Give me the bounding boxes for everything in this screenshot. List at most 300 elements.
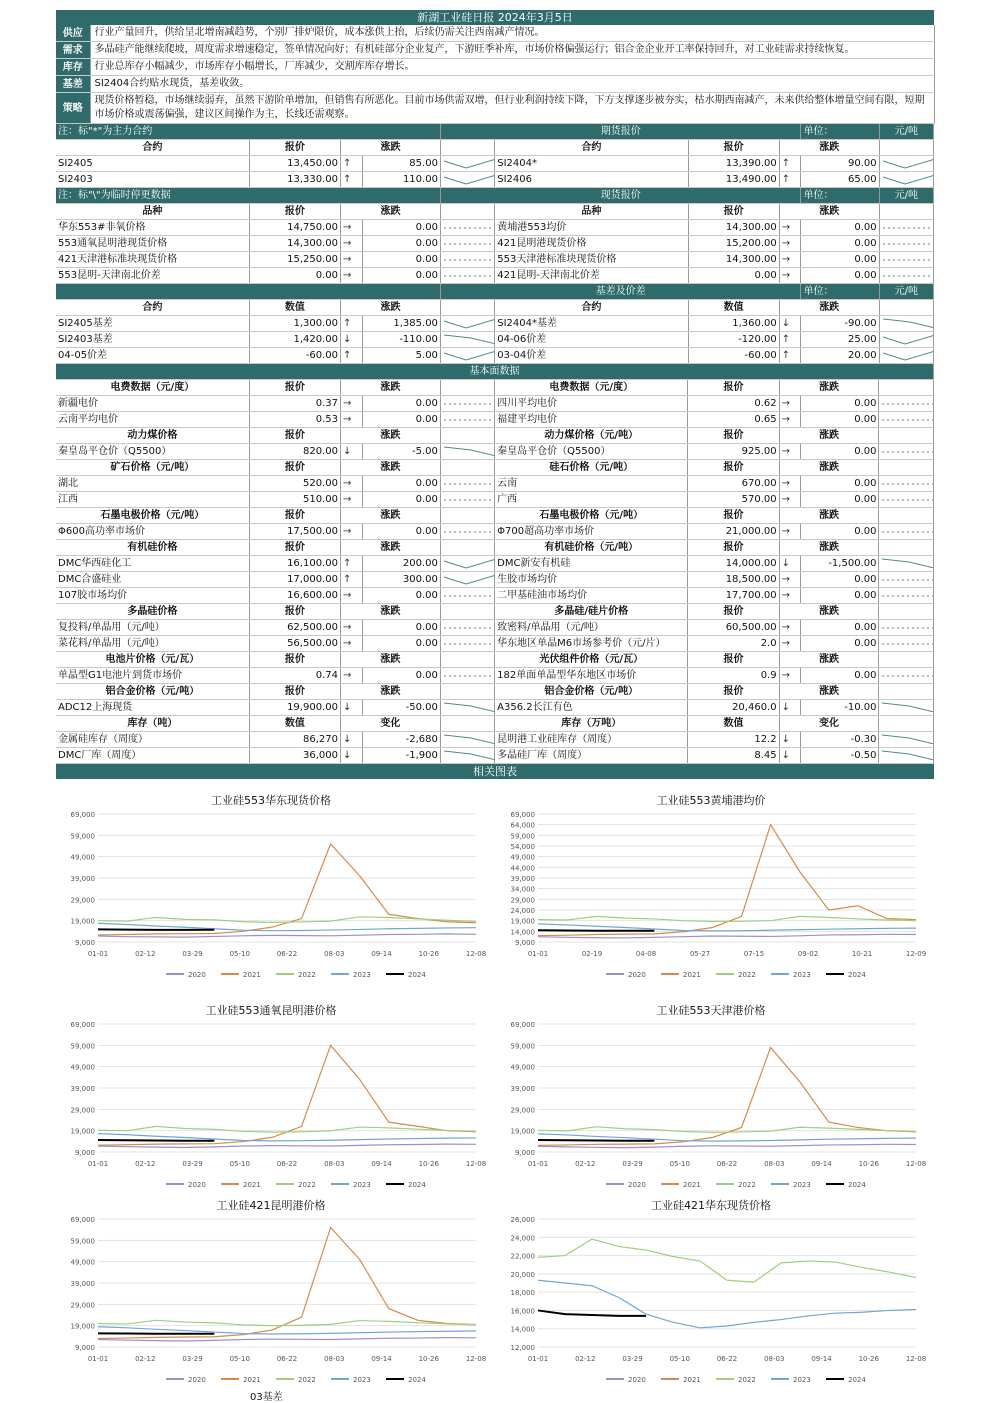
y-tick-label: 19,000 (510, 917, 535, 926)
item-change: -90.00 (801, 316, 879, 332)
x-tick-label: 02-12 (135, 950, 156, 958)
item-name: DMC华西硅化工 (56, 556, 249, 572)
legend-label: 2020 (628, 971, 646, 979)
trend-arrow-icon: ↑ (341, 156, 363, 172)
item-change: 25.00 (801, 332, 879, 348)
y-tick-label: 29,000 (510, 896, 535, 905)
item-value: 60,500.00 (688, 620, 779, 636)
item-change: 0.00 (362, 476, 440, 492)
y-tick-label: 26,000 (510, 1216, 535, 1224)
column-header: 报价 (688, 204, 779, 220)
x-tick-label: 07-15 (743, 950, 765, 958)
sparkline (440, 732, 494, 748)
sparkline (879, 668, 934, 684)
item-value: 16,600.00 (249, 588, 340, 604)
section-note: 注：标"\"为临时停更数据 (56, 188, 440, 204)
trend-arrow-icon: ↑ (340, 572, 362, 588)
y-tick-label: 19,000 (70, 917, 95, 926)
x-tick-label: 01-01 (87, 950, 109, 958)
header-spacer (879, 380, 934, 396)
quote-row (56, 572, 934, 588)
column-header: 铝合金价格（元/吨） (56, 684, 249, 700)
y-tick-label: 29,000 (510, 1106, 535, 1115)
item-change: 0.00 (801, 492, 879, 508)
sparkline-chart (879, 732, 933, 747)
item-name: 四川平均电价 (495, 396, 688, 412)
column-header: 硅石价格（元/吨） (495, 460, 688, 476)
trend-arrow-icon: → (779, 524, 801, 540)
column-header: 报价 (688, 604, 779, 620)
column-header: 报价 (249, 684, 340, 700)
column-header: 石墨电极价格（元/吨） (495, 508, 688, 524)
column-header: 涨跌 (779, 204, 879, 220)
sparkline-chart (441, 220, 495, 235)
item-name: SI2406 (495, 172, 688, 188)
trend-arrow-icon: → (340, 636, 362, 652)
item-change: 200.00 (362, 556, 440, 572)
sparkline-chart (441, 396, 495, 411)
trend-arrow-icon: → (779, 252, 801, 268)
series-line-2024 (98, 1140, 214, 1141)
trend-arrow-icon: ↓ (779, 732, 801, 748)
header-spacer (440, 508, 494, 524)
sparkline-chart (441, 268, 495, 283)
column-header: 合约 (495, 300, 688, 316)
sparkline-chart (880, 220, 934, 235)
legend-label: 2023 (353, 971, 371, 979)
item-name: 03-04价差 (495, 348, 688, 364)
item-value: 8.45 (688, 748, 779, 764)
column-header: 涨跌 (340, 540, 440, 556)
sparkline-chart (441, 476, 495, 491)
sparkline (879, 396, 934, 412)
item-name: SI2403基差 (56, 332, 249, 348)
sparkline (879, 620, 934, 636)
trend-arrow-icon: → (340, 524, 362, 540)
item-name: 秦皇岛平仓价（Q5500） (56, 444, 249, 460)
sparkline (440, 588, 494, 604)
x-tick-label: 12-08 (905, 1160, 926, 1168)
column-header: 涨跌 (779, 540, 879, 556)
column-header: 报价 (688, 540, 779, 556)
item-change: -110.00 (362, 332, 440, 348)
series-line-2022 (538, 1239, 916, 1282)
charts-area (56, 792, 934, 1392)
trend-arrow-icon: ↓ (340, 444, 362, 460)
sparkline-chart (441, 412, 495, 427)
sparkline (879, 476, 934, 492)
item-value: 1,360.00 (688, 316, 779, 332)
legend-label: 2024 (848, 971, 866, 979)
header-row (56, 380, 934, 396)
x-tick-label: 05-10 (669, 1160, 690, 1168)
basis-table (56, 284, 934, 364)
y-tick-label: 54,000 (510, 843, 535, 851)
item-name: DMC新安有机硅 (495, 556, 688, 572)
section-header (56, 188, 934, 204)
x-tick-label: 10-26 (418, 1355, 439, 1363)
item-value: 20,460.0 (688, 700, 779, 716)
sparkline-chart (441, 524, 495, 539)
item-value: 86,270 (249, 732, 340, 748)
x-tick-label: 12-08 (905, 1355, 926, 1363)
item-name: 江西 (56, 492, 249, 508)
summary-label: 库存 (56, 59, 90, 76)
quote-row (56, 556, 934, 572)
trend-arrow-icon: ↑ (341, 172, 363, 188)
item-name: 华东553#非氧价格 (56, 220, 249, 236)
header-spacer (879, 428, 934, 444)
sparkline-chart (441, 620, 495, 635)
legend-label: 2024 (848, 1376, 866, 1384)
item-change: 300.00 (362, 572, 440, 588)
trend-arrow-icon: ↓ (340, 732, 362, 748)
item-value: 0.9 (688, 668, 779, 684)
column-header: 报价 (688, 460, 779, 476)
sparkline (879, 348, 933, 364)
sparkline-chart (441, 636, 495, 651)
sparkline (440, 332, 494, 348)
summary-text: SI2404合约贴水现货，基差收敛。 (90, 76, 934, 93)
footer-text: 03基差 (250, 1392, 283, 1403)
y-tick-label: 9,000 (74, 1149, 95, 1157)
x-tick-label: 03-29 (182, 1160, 203, 1168)
sparkline-chart (880, 252, 934, 267)
line-chart (496, 792, 926, 988)
chart-plot (56, 792, 486, 988)
column-header: 报价 (249, 460, 340, 476)
sparkline-chart (441, 588, 495, 603)
item-name: 复投料/单晶用（元/吨） (56, 620, 249, 636)
summary-row (56, 93, 934, 124)
item-change: 0.00 (801, 476, 879, 492)
y-tick-label: 59,000 (510, 832, 535, 841)
item-value: 13,450.00 (249, 156, 340, 172)
spot-table (56, 188, 934, 284)
x-tick-label: 01-01 (87, 1160, 109, 1168)
item-value: 14,300.00 (688, 252, 779, 268)
sparkline-chart (879, 476, 933, 491)
item-value: 0.00 (249, 268, 340, 284)
trend-arrow-icon: ↓ (340, 748, 362, 764)
column-header: 涨跌 (340, 460, 440, 476)
x-tick-label: 06-22 (716, 1160, 738, 1168)
report (56, 10, 934, 779)
sparkline (879, 236, 933, 252)
item-value: 820.00 (249, 444, 340, 460)
column-header: 报价 (688, 508, 779, 524)
trend-arrow-icon: → (779, 396, 801, 412)
x-tick-label: 12-08 (465, 1355, 486, 1363)
item-value: 56,500.00 (249, 636, 340, 652)
item-change: 0.00 (801, 668, 879, 684)
item-name: 单晶型G1电池片到货市场价 (56, 668, 249, 684)
item-name: 182单面单晶型华东地区市场价 (495, 668, 688, 684)
x-tick-label: 06-22 (276, 950, 298, 958)
sparkline-chart (880, 348, 934, 363)
column-header: 数值 (249, 716, 340, 732)
header-row (56, 652, 934, 668)
y-tick-label: 49,000 (70, 853, 95, 862)
y-tick-label: 29,000 (70, 1301, 95, 1310)
x-tick-label: 06-22 (276, 1355, 298, 1363)
sparkline-chart (441, 172, 495, 187)
header-row (56, 684, 934, 700)
legend-label: 2023 (793, 1181, 811, 1189)
y-tick-label: 14,000 (510, 928, 535, 937)
column-header: 电池片价格（元/瓦） (56, 652, 249, 668)
line-chart (56, 792, 486, 988)
item-name: 553天津港标准块现货价格 (495, 252, 688, 268)
x-tick-label: 09-14 (811, 1355, 832, 1363)
sparkline-chart (441, 700, 495, 715)
legend-label: 2020 (628, 1181, 646, 1189)
trend-arrow-icon: → (779, 588, 801, 604)
item-value: 19,900.00 (249, 700, 340, 716)
summary-row (56, 76, 934, 93)
item-change: 85.00 (362, 156, 440, 172)
item-change: 0.00 (801, 236, 879, 252)
item-value: 570.00 (688, 492, 779, 508)
item-name: DMC合盛硅业 (56, 572, 249, 588)
x-tick-label: 09-14 (811, 1160, 832, 1168)
header-spacer (440, 716, 494, 732)
item-name: 生胶市场均价 (495, 572, 688, 588)
column-header: 电费数据（元/度） (495, 380, 688, 396)
item-change: -1,500.00 (801, 556, 879, 572)
item-change: 0.00 (801, 268, 879, 284)
x-tick-label: 04-08 (635, 950, 657, 958)
item-name: 04-05价差 (56, 348, 249, 364)
sparkline-chart (441, 668, 495, 683)
item-name: 金属硅库存（周度） (56, 732, 249, 748)
line-chart (56, 1197, 486, 1393)
column-header: 库存（吨） (56, 716, 249, 732)
y-tick-label: 39,000 (70, 875, 95, 883)
sparkline-chart (879, 572, 933, 587)
y-tick-label: 44,000 (510, 864, 535, 873)
trend-arrow-icon: → (779, 492, 801, 508)
item-value: 0.37 (249, 396, 340, 412)
x-tick-label: 05-10 (669, 1355, 690, 1363)
column-header: 合约 (56, 300, 249, 316)
column-header: 报价 (688, 140, 779, 156)
sparkline (440, 220, 494, 236)
column-header: 品种 (495, 204, 688, 220)
item-change: 0.00 (362, 220, 440, 236)
legend-label: 2021 (243, 1376, 261, 1384)
item-name: 04-06价差 (495, 332, 688, 348)
quote-row (56, 620, 934, 636)
legend-label: 2022 (738, 1181, 756, 1189)
item-change: 0.00 (362, 636, 440, 652)
item-name: SI2405 (56, 156, 249, 172)
summary-text: 行业产量回升，供给呈北增南减趋势，个别厂排炉限价，成本涨供上抬，后续仍需关注西南减产情况。 (90, 25, 934, 42)
y-tick-label: 69,000 (510, 1021, 535, 1029)
item-value: 15,250.00 (249, 252, 340, 268)
sparkline-chart (879, 588, 933, 603)
sparkline-chart (879, 396, 933, 411)
trend-arrow-icon: ↓ (779, 556, 801, 572)
item-change: 0.00 (801, 444, 879, 460)
sparkline-chart (879, 556, 933, 571)
x-tick-label: 12-08 (465, 1160, 486, 1168)
column-header: 数值 (688, 716, 779, 732)
y-tick-label: 69,000 (70, 1021, 95, 1029)
sparkline (879, 412, 934, 428)
item-value: 17,700.00 (688, 588, 779, 604)
y-tick-label: 49,000 (510, 853, 535, 862)
item-change: 0.00 (801, 396, 879, 412)
quote-row (56, 492, 934, 508)
y-tick-label: 49,000 (70, 1258, 95, 1267)
quote-row (56, 476, 934, 492)
item-value: 0.74 (249, 668, 340, 684)
item-value: 13,490.00 (688, 172, 779, 188)
item-change: -10.00 (801, 700, 879, 716)
sparkline (879, 252, 933, 268)
column-header: 涨跌 (340, 684, 440, 700)
unit-label: 单位： (801, 188, 879, 204)
y-tick-label: 9,000 (514, 939, 535, 947)
y-tick-label: 18,000 (510, 1289, 535, 1298)
y-tick-label: 9,000 (514, 1149, 535, 1157)
sparkline-chart (879, 700, 933, 715)
sparkline-chart (880, 236, 934, 251)
x-tick-label: 12-09 (905, 950, 926, 958)
column-header: 涨跌 (779, 380, 879, 396)
item-name: SI2404* (495, 156, 688, 172)
legend-label: 2022 (298, 1376, 316, 1384)
header-row (56, 428, 934, 444)
item-value: 0.00 (688, 268, 779, 284)
column-header: 库存（万吨） (495, 716, 688, 732)
item-value: 62,500.00 (249, 620, 340, 636)
y-tick-label: 49,000 (510, 1063, 535, 1072)
y-tick-label: 39,000 (70, 1085, 95, 1093)
column-header: 报价 (249, 540, 340, 556)
x-tick-label: 05-27 (689, 950, 711, 958)
item-name: 421天津港标准块现货价格 (56, 252, 249, 268)
item-name: Φ600高功率市场价 (56, 524, 249, 540)
legend-label: 2024 (408, 1376, 426, 1384)
sparkline-chart (880, 316, 934, 331)
y-tick-label: 59,000 (70, 832, 95, 841)
quote-row (56, 396, 934, 412)
quote-row (56, 220, 934, 236)
line-chart (56, 1002, 486, 1198)
x-tick-label: 03-29 (182, 1355, 203, 1363)
column-header: 报价 (688, 428, 779, 444)
item-change: 90.00 (801, 156, 879, 172)
trend-arrow-icon: → (340, 396, 362, 412)
summary-label: 策略 (56, 93, 90, 124)
x-tick-label: 02-19 (581, 950, 603, 958)
section-note: 注：标"*"为主力合约 (56, 124, 440, 140)
sparkline (440, 572, 494, 588)
x-tick-label: 10-21 (851, 950, 873, 958)
item-value: 520.00 (249, 476, 340, 492)
header-spacer (440, 604, 494, 620)
legend-label: 2024 (408, 971, 426, 979)
sparkline (879, 748, 934, 764)
quote-row (56, 172, 934, 188)
sparkline (879, 556, 934, 572)
column-header: 涨跌 (779, 300, 879, 316)
legend-label: 2021 (683, 1376, 701, 1384)
trend-arrow-icon: ↑ (341, 348, 363, 364)
x-tick-label: 05-10 (229, 950, 250, 958)
quote-row (56, 732, 934, 748)
trend-arrow-icon: → (779, 572, 801, 588)
legend-label: 2022 (738, 971, 756, 979)
trend-arrow-icon: → (340, 668, 362, 684)
quote-row (56, 668, 934, 684)
item-name: SI2405基差 (56, 316, 249, 332)
column-header: 品种 (56, 204, 249, 220)
legend-label: 2021 (243, 971, 261, 979)
chart-title: 工业硅421华东现货价格 (651, 1199, 771, 1212)
header-spacer (879, 652, 934, 668)
item-value: -60.00 (249, 348, 340, 364)
column-header: 涨跌 (779, 508, 879, 524)
sparkline (440, 476, 494, 492)
trend-arrow-icon: ↑ (779, 332, 801, 348)
item-name: 黄埔港553均价 (495, 220, 688, 236)
column-header: 报价 (249, 204, 340, 220)
x-tick-label: 10-26 (858, 1160, 879, 1168)
header-spacer (879, 508, 934, 524)
header-spacer (440, 684, 494, 700)
item-name: 多晶硅厂库（周度） (495, 748, 688, 764)
item-change: 0.00 (801, 252, 879, 268)
y-tick-label: 59,000 (70, 1042, 95, 1051)
y-tick-label: 29,000 (70, 896, 95, 905)
item-change: 0.00 (801, 412, 879, 428)
series-line-2024 (538, 1140, 654, 1141)
trend-arrow-icon: → (341, 236, 363, 252)
header-row (56, 540, 934, 556)
y-tick-label: 59,000 (510, 1042, 535, 1051)
summary-row (56, 42, 934, 59)
y-tick-label: 19,000 (510, 1127, 535, 1136)
trend-arrow-icon: → (779, 220, 801, 236)
legend-label: 2020 (188, 971, 206, 979)
item-name: 云南平均电价 (56, 412, 249, 428)
item-name: 553昆明-天津南北价差 (56, 268, 249, 284)
x-tick-label: 06-22 (716, 1355, 738, 1363)
column-header: 数值 (249, 300, 340, 316)
chart-plot (496, 792, 926, 988)
line-chart (496, 1002, 926, 1198)
summary-label: 需求 (56, 42, 90, 59)
header-spacer (879, 300, 933, 316)
column-header: 涨跌 (341, 204, 441, 220)
sparkline-chart (441, 748, 495, 763)
item-value: 2.0 (688, 636, 779, 652)
column-header: 变化 (779, 716, 879, 732)
sparkline-chart (441, 572, 495, 587)
quote-row (56, 316, 934, 332)
section-title: 基本面数据 (56, 364, 934, 380)
column-header: 有机硅价格（元/吨） (495, 540, 688, 556)
item-value: 510.00 (249, 492, 340, 508)
header-spacer (879, 540, 934, 556)
item-name: ADC12上海现货 (56, 700, 249, 716)
chart-title: 工业硅553天津港价格 (656, 1004, 766, 1017)
sparkline-chart (441, 316, 495, 331)
sparkline-chart (441, 332, 495, 347)
